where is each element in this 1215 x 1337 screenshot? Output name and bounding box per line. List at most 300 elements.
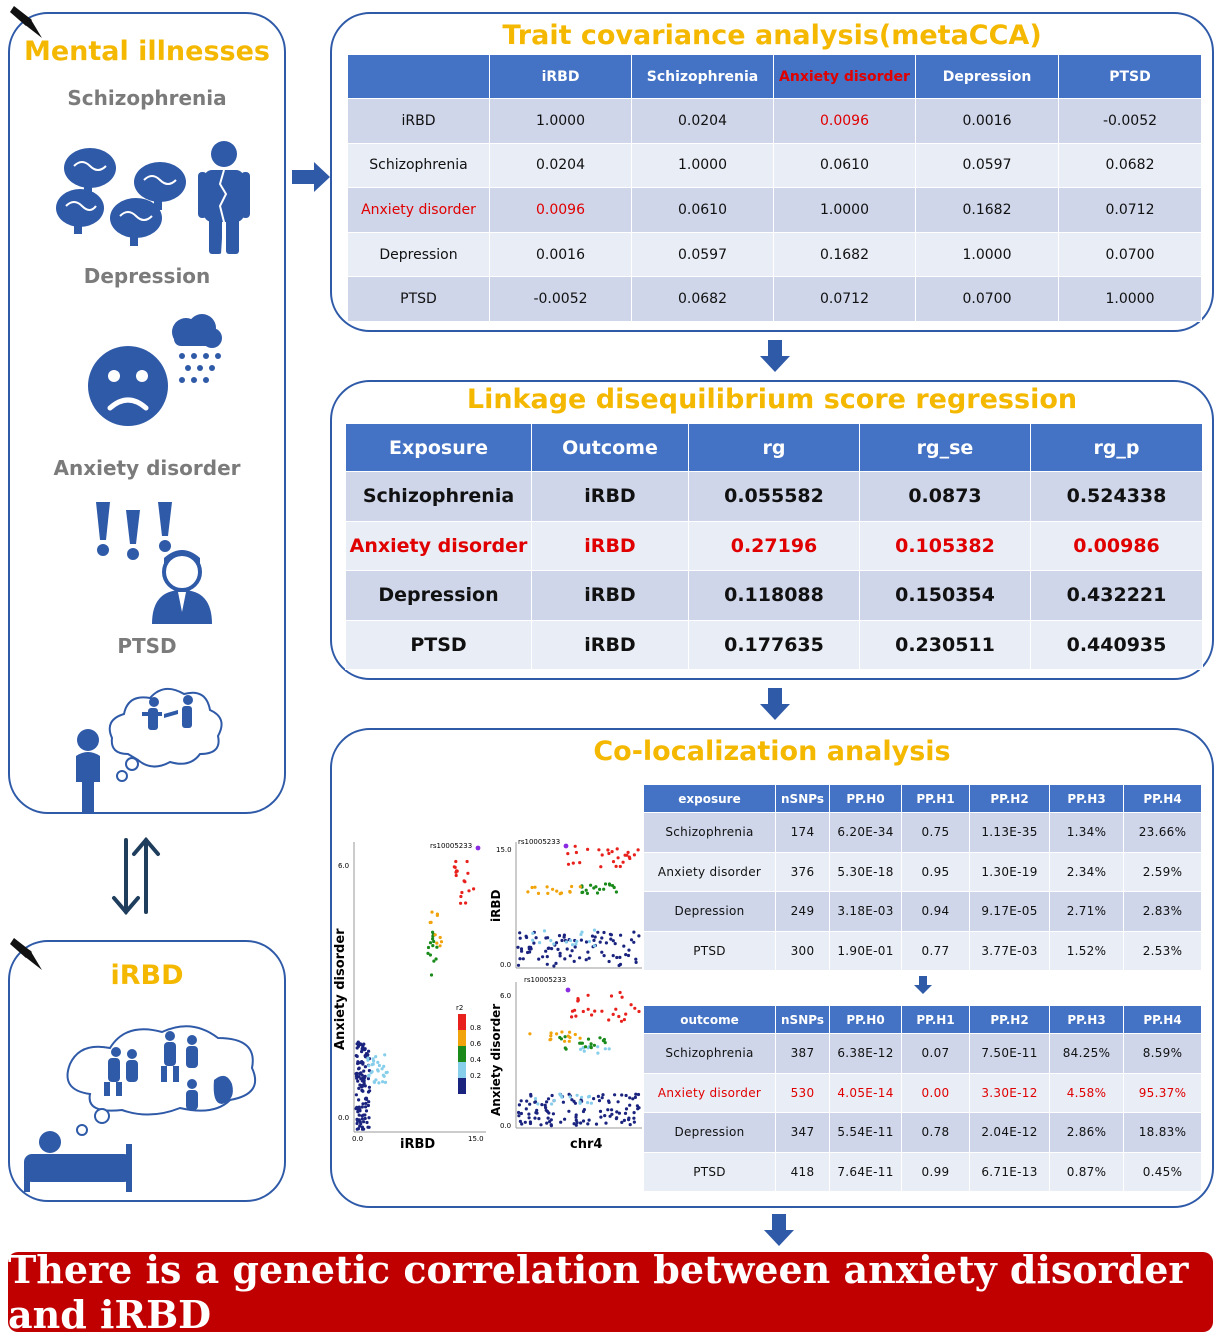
coloc-outcome_headers-cell: outcome [644,1006,776,1034]
plot-point [529,1094,532,1097]
plot-point [618,956,621,959]
plot-point [364,1102,367,1105]
regional-top-ytick-bottom: 0.0 [500,961,512,969]
plot-point [585,958,588,961]
plot-point [528,947,531,950]
plot-point [463,879,466,882]
arrow-down-small-icon [914,976,932,994]
plot-point [562,1101,565,1104]
metacca-cell: 1.0000 [1059,277,1202,322]
plot-point [552,1112,555,1115]
plot-point [549,1038,552,1041]
legend-tick-06: 0.6 [470,1040,482,1048]
plot-point [360,1050,363,1053]
plot-point [464,901,467,904]
plot-point [615,890,618,893]
plot-point [543,929,546,932]
ldsc-cell: Schizophrenia [346,472,532,522]
plot-point [579,1037,582,1040]
plot-point [625,1094,628,1097]
plot-point [426,952,429,955]
coloc-exposure_headers-cell: PP.H2 [970,785,1050,813]
plot-point [517,964,520,967]
coloc-exposure_rows-cell: Anxiety disorder [644,852,776,892]
metacca-cell: Schizophrenia [348,143,490,188]
plot-point [427,946,430,949]
plot-point [364,1105,367,1108]
plot-point [363,1075,366,1078]
ldsc-cell: 0.105382 [860,521,1031,571]
plot-point [376,1061,379,1064]
plot-point [603,954,606,957]
ldsc-cell: 0.440935 [1031,620,1203,670]
plot-point [580,1096,583,1099]
coloc-outcome_headers-cell: PP.H2 [970,1006,1050,1034]
plot-point [560,1037,563,1040]
regional-bottom-xlabel: chr4 [570,1137,603,1152]
plot-point [367,1104,370,1107]
coloc-outcome_rows-cell: 8.59% [1124,1034,1202,1074]
plot-point [569,1095,572,1098]
plot-point [633,1111,636,1114]
plot-point [360,1043,363,1046]
metacca-header-anxiety: Anxiety disorder [774,55,916,99]
plot-point [545,1122,548,1125]
coloc-outcome_rows-cell: 6.71E-13 [970,1152,1050,1192]
ldsc-cell: 0.150354 [860,571,1031,621]
plot-point [559,954,562,957]
plot-point [598,1036,601,1039]
plot-point [374,1055,377,1058]
plot-point [539,1123,542,1126]
plot-point [608,882,611,885]
plot-point [355,1075,358,1078]
plot-point [611,850,614,853]
plot-point [579,885,582,888]
plot-point [596,1052,599,1055]
plot-point [519,937,522,940]
plot-point [593,1010,596,1013]
plot-point [566,947,569,950]
plot-point [622,861,625,864]
plot-point [531,932,534,935]
plot-point [525,1100,528,1103]
plot-point [628,1096,631,1099]
coloc-outcome_rows-row [644,1034,1202,1074]
plot-point [363,1113,366,1116]
plot-point [627,1117,630,1120]
plot-point [586,848,589,851]
plot-point [518,1103,521,1106]
coloc-exposure_rows-row [644,852,1202,892]
plot-point [534,1097,537,1100]
plot-point [590,1013,593,1016]
plot-point [617,1015,620,1018]
metacca-header-schizophrenia: Schizophrenia [632,55,774,99]
plot-point [580,939,583,942]
plot-point [568,1031,571,1034]
coloc-exposure_headers-cell: PP.H3 [1050,785,1124,813]
ldsc-header-rg-se: rg_se [860,424,1031,472]
plot-point [568,1036,571,1039]
ldsc-cell: iRBD [532,521,689,571]
coloc-exposure_rows-cell: 174 [776,813,830,853]
metacca-cell: 1.0000 [490,99,632,144]
coloc-exposure_rows-cell: 1.34% [1050,813,1124,853]
plot-point [569,939,572,942]
metacca-cell: 0.0712 [1059,188,1202,233]
metacca-cell: Depression [348,232,490,277]
plot-point [365,1121,368,1124]
arrow-down-icon-2 [760,688,790,720]
plot-point [614,1008,617,1011]
plot-point [381,1080,384,1083]
plot-point [585,940,588,943]
plot-point [356,1046,359,1049]
coloc-outcome_rows-cell: PTSD [644,1152,776,1192]
plot-point [597,1095,600,1098]
coloc-exposure_rows-cell: 0.94 [902,892,970,932]
coloc-outcome_rows-cell: Schizophrenia [644,1034,776,1074]
plot-point [366,1057,369,1060]
label-schizophrenia: Schizophrenia [67,86,227,110]
plot-point [367,1050,370,1053]
coloc-exposure_rows-cell: 2.34% [1050,852,1124,892]
plot-point [637,934,640,937]
plot-point [431,931,434,934]
plot-point [549,939,552,942]
plot-point [586,1101,589,1104]
plot-point [628,1104,631,1107]
coloc-outcome_rows-cell: 3.30E-12 [970,1073,1050,1113]
metacca-cell: iRBD [348,99,490,144]
plot-point [578,861,581,864]
coloc-outcome_rows-cell: 2.86% [1050,1113,1124,1153]
plot-point [549,1034,552,1037]
coloc-title: Co-localization analysis [593,736,951,767]
coloc-exposure_rows-cell: 1.90E-01 [830,931,902,971]
coloc-outcome-table [643,1005,1202,1192]
plot-point [544,950,547,953]
plot-point [537,1117,540,1120]
coloc-exposure_headers-cell: PP.H1 [902,785,970,813]
plot-point [546,892,549,895]
conclusion-banner: There is a genetic correlation between anxiety disorder and iRBD [8,1252,1213,1332]
plot-point [637,1093,640,1096]
ldsc-cell: 0.0873 [860,472,1031,522]
metacca-cell: PTSD [348,277,490,322]
coloc-exposure_rows-cell: 376 [776,852,830,892]
plot-point [600,1010,603,1013]
plot-point [435,942,438,945]
plot-point [587,1095,590,1098]
coloc-outcome_rows-row [644,1113,1202,1153]
ldsc-cell: 0.00986 [1031,521,1203,571]
plot-point [573,1122,576,1125]
coloc-outcome_rows-cell: Depression [644,1113,776,1153]
label-depression: Depression [83,264,211,288]
plot-point [595,1123,598,1126]
metacca-cell: -0.0052 [1059,99,1202,144]
plot-point [571,943,574,946]
plot-point [629,1123,632,1126]
plot-point [524,1121,527,1124]
plot-point [533,886,536,889]
plot-point [563,1040,566,1043]
plot-point [476,846,481,851]
regional-bottom-ytick-top: 6.0 [500,992,512,1000]
plot-point [571,949,574,952]
label-ptsd: PTSD [117,634,177,658]
plot-point [517,1114,520,1117]
plot-point [623,1119,626,1122]
plot-point [435,946,438,949]
plot-point [634,1093,637,1096]
plot-point [581,891,584,894]
plot-point [361,1105,364,1108]
coloc-outcome_rows-cell: 6.38E-12 [830,1034,902,1074]
plot-point [605,941,608,944]
plot-point [572,862,575,865]
plot-point [361,1117,364,1120]
coloc-exposure_rows-cell: 249 [776,892,830,932]
plot-point [560,939,563,942]
sad-face-rain-icon [86,312,226,428]
metacca-cell: 0.0700 [1059,232,1202,277]
plot-point [620,1020,623,1023]
ldsc-cell: iRBD [532,571,689,621]
label-anxiety-disorder: Anxiety disorder [53,456,241,480]
scatter-snp-label: rs10005233 [430,842,473,850]
plot-point [429,921,432,924]
coloc-exposure_rows-cell: 3.18E-03 [830,892,902,932]
pin-icon-irbd [6,934,46,974]
plot-point [430,911,433,914]
plot-point [635,961,638,964]
plot-point [528,1103,531,1106]
metacca-cell: -0.0052 [490,277,632,322]
plot-point [374,1078,377,1081]
plot-point [604,1047,607,1050]
plot-point [566,852,569,855]
plot-point [601,1096,604,1099]
plot-point [531,939,534,942]
plot-point [601,853,604,856]
plot-point [367,1077,370,1080]
plot-point [564,844,569,849]
plot-point [563,957,566,960]
plot-point [624,1112,627,1115]
plot-point [588,1119,591,1122]
plot-point [550,1124,553,1127]
plot-point [378,1064,381,1067]
sleeping-dream-icon [20,1004,282,1194]
coloc-exposure_rows-cell: Depression [644,892,776,932]
coloc-exposure_rows-cell: 0.75 [902,813,970,853]
plot-point [568,1040,571,1043]
coloc-outcome_rows-cell: 5.54E-11 [830,1113,902,1153]
plot-point [587,994,590,997]
coloc-outcome_headers-cell: nSNPs [776,1006,830,1034]
plot-point [570,885,573,888]
plot-point [440,940,443,943]
coloc-exposure_headers-cell: PP.H0 [830,785,902,813]
plot-point [432,940,435,943]
plot-point [517,1111,520,1114]
ldsc-row [346,472,1203,522]
ldsc-title: Linkage disequilibrium score regression [466,384,1078,415]
plot-point [563,936,566,939]
coloc-outcome_rows-cell: 2.04E-12 [970,1113,1050,1153]
plot-point [454,866,457,869]
plot-point [558,934,561,937]
coloc-exposure_rows-cell: 2.59% [1124,852,1202,892]
regional-top-snp: rs10005233 [518,838,561,846]
legend-title: r2 [456,1004,464,1012]
plot-point [567,1110,570,1113]
plot-point [538,941,541,944]
brain-person-icon [54,136,254,254]
plot-point [612,954,615,957]
plot-point [359,1077,362,1080]
plot-point [518,957,521,960]
plot-point [528,1032,531,1035]
plot-point [625,854,628,857]
plot-point [555,890,558,893]
plot-point [567,863,570,866]
plot-point [546,963,549,966]
plot-point [593,929,596,932]
coloc-outcome_rows-cell: 18.83% [1124,1113,1202,1153]
plot-point [551,888,554,891]
plot-point [565,940,568,943]
coloc-exposure_rows-cell: 300 [776,931,830,971]
plot-point [617,856,620,859]
plot-point [535,936,538,939]
plot-point [432,960,435,963]
plot-point [633,1121,636,1124]
ldsc-header-rg-p: rg_p [1031,424,1203,472]
plot-point [540,1103,543,1106]
plot-point [382,1065,385,1068]
plot-point [358,1114,361,1117]
plot-point [383,1075,386,1078]
plot-point [357,1087,360,1090]
metacca-table [347,54,1202,322]
plot-point [608,960,611,963]
plot-point [454,860,457,863]
coloc-exposure_rows-cell: 1.13E-35 [970,813,1050,853]
ldsc-cell: 0.118088 [689,571,860,621]
plot-point [627,851,630,854]
plot-point [590,1042,593,1045]
plot-point [590,1102,593,1105]
plot-point [616,847,619,850]
plot-point [584,1045,587,1048]
coloc-outcome_rows-cell: 387 [776,1034,830,1074]
coloc-outcome_rows-cell: 0.45% [1124,1152,1202,1192]
plot-point [596,931,599,934]
plot-point [576,999,579,1002]
plot-point [613,886,616,889]
plot-point [609,938,612,941]
plot-point [357,1067,360,1070]
plot-point [573,1009,576,1012]
coloc-exposure_rows-cell: 6.20E-34 [830,813,902,853]
plot-point [520,1112,523,1115]
plot-point [599,941,602,944]
plot-point [610,994,613,997]
plot-point [608,1047,611,1050]
plot-point [527,1113,530,1116]
plot-point [455,874,458,877]
plot-point [355,1106,358,1109]
coloc-outcome_rows-cell: 7.64E-11 [830,1152,902,1192]
coloc-exposure_rows-cell: 1.52% [1050,931,1124,971]
plot-point [564,1035,567,1038]
plot-point [356,1110,359,1113]
plot-point [630,1003,633,1006]
plot-point [625,1107,628,1110]
plot-point [386,1071,389,1074]
plot-point [588,957,591,960]
plot-point [636,1107,639,1110]
plot-point [439,944,442,947]
plot-point [430,973,433,976]
plot-point [574,1033,577,1036]
metacca-cell: 0.0096 [774,99,916,144]
plot-point [555,1032,558,1035]
plot-point [455,870,458,873]
scatter-ylabel: Anxiety disorder [333,928,348,1050]
ldsc-header-outcome: Outcome [532,424,689,472]
plot-point [526,890,529,893]
metacca-header-irbd: iRBD [490,55,632,99]
plot-point [434,933,437,936]
plot-point [579,1102,582,1105]
plot-point [362,1120,365,1123]
plot-point [576,1094,579,1097]
plot-point [371,1070,374,1073]
coloc-exposure_rows-cell: 0.95 [902,852,970,892]
coloc-outcome_rows-row [644,1073,1202,1113]
plot-point [531,886,534,889]
plot-point [466,872,469,875]
plot-point [574,1015,577,1018]
plot-point [520,1099,523,1102]
plot-point [525,935,528,938]
mental-illnesses-panel [8,12,286,814]
plot-point [609,1115,612,1118]
metacca-cell: Anxiety disorder [348,188,490,233]
coloc-exposure_rows-cell: 2.83% [1124,892,1202,932]
plot-point [607,1018,610,1021]
irbd-panel [8,940,286,1202]
regional-association-plots [486,832,644,1154]
plot-point [586,951,589,954]
plot-point [460,891,463,894]
regional-bottom-ytick-bottom: 0.0 [500,1122,512,1130]
metacca-row [348,232,1202,277]
plot-point [619,963,622,966]
coloc-outcome_rows-cell: 84.25% [1050,1034,1124,1074]
locuscompare-scatter-plot [333,832,496,1152]
plot-point [550,1118,553,1121]
plot-point [593,944,596,947]
ldsc-cell: Anxiety disorder [346,521,532,571]
regional-top-ylabel: iRBD [489,889,503,922]
plot-point [570,1015,573,1018]
